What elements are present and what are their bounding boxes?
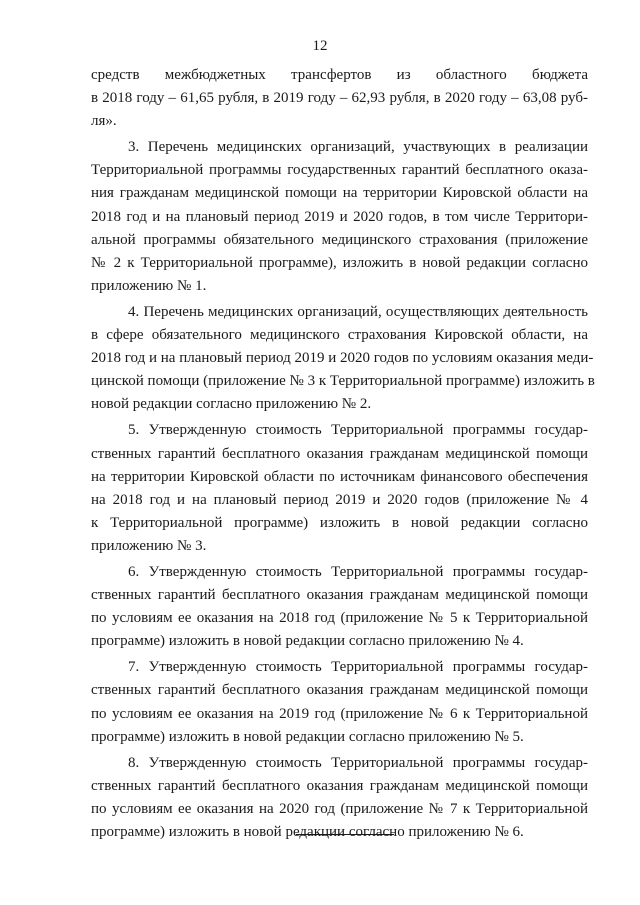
text-line: ля». xyxy=(91,113,117,130)
text-line: на 2018 год и на плановый период 2019 и 2020 годов (приложение № 4 xyxy=(91,491,588,508)
text-line: 6. Утвержденную стоимость Территориальной программы государ- xyxy=(128,563,588,580)
text-line: в сфере обязательного медицинского страхования Кировской области, на xyxy=(91,327,588,344)
text-line: новой редакции согласно приложению № 2. xyxy=(91,396,372,413)
paragraph-item-5 xyxy=(91,419,588,558)
text-line: программе) изложить в новой редакции согласно приложению № 4. xyxy=(91,633,524,650)
text-line: альной программы обязательного медицинского страхования (приложение xyxy=(91,231,588,248)
text-line: по условиям ее оказания на 2018 год (приложение № 5 к Территориальной xyxy=(91,610,588,627)
text-line: по условиям ее оказания на 2019 год (приложение № 6 к Территориальной xyxy=(91,705,588,722)
document-body xyxy=(91,64,595,844)
text-line: 5. Утвержденную стоимость Территориальной программы государ- xyxy=(128,422,588,439)
text-line: 3. Перечень медицинских организаций, участвующих в реализации xyxy=(128,139,588,156)
text-line: программе) изложить в новой редакции согласно приложению № 6. xyxy=(91,824,524,840)
text-line: средств межбюджетных трансфертов из областного бюджета xyxy=(91,67,588,83)
text-line: на территории Кировской области по источникам финансового обеспечения xyxy=(91,468,588,485)
page-number: 12 xyxy=(312,38,328,54)
paragraph-item-8 xyxy=(91,752,588,844)
text-line: № 2 к Территориальной программе), изложить в новой редакции согласно xyxy=(91,254,588,271)
text-line: Территориальной программы государственных гарантий бесплатного оказа- xyxy=(91,162,588,179)
text-line: приложению № 3. xyxy=(91,537,207,554)
closing-divider xyxy=(296,834,394,835)
text-line: 8. Утвержденную стоимость Территориальной программы государ- xyxy=(128,754,588,771)
paragraph-continuation xyxy=(91,64,588,133)
paragraph-item-3 xyxy=(91,136,588,298)
text-line: к Территориальной программе) изложить в новой редакции согласно xyxy=(91,514,588,531)
text-line: 4. Перечень медицинских организаций, осуществляющих деятельность xyxy=(128,303,588,320)
text-line: цинской помощи (приложение № 3 к Территориальной программе) изложить в xyxy=(91,373,595,390)
text-line: ственных гарантий бесплатного оказания гражданам медицинской помощи xyxy=(91,682,588,699)
text-line: 2018 год и на плановый период 2019 и 2020 годов, в том числе Территори- xyxy=(91,208,588,225)
text-line: ственных гарантий бесплатного оказания гражданам медицинской помощи xyxy=(91,445,588,462)
text-line: по условиям ее оказания на 2020 год (приложение № 7 к Территориальной xyxy=(91,800,588,817)
text-line: 7. Утвержденную стоимость Территориальной программы государ- xyxy=(128,659,588,676)
text-line: в 2018 году – 61,65 рубля, в 2019 году – 62,93 рубля, в 2020 году – 63,08 руб- xyxy=(91,90,588,107)
text-line: ственных гарантий бесплатного оказания гражданам медицинской помощи xyxy=(91,587,588,604)
paragraph-item-4 xyxy=(91,301,595,416)
text-line: программе) изложить в новой редакции согласно приложению № 5. xyxy=(91,728,524,745)
paragraph-item-7 xyxy=(91,656,588,748)
paragraph-item-6 xyxy=(91,561,588,653)
text-line: ния гражданам медицинской помощи на территории Кировской области на xyxy=(91,185,588,202)
text-line: приложению № 1. xyxy=(91,277,207,294)
text-line: ственных гарантий бесплатного оказания гражданам медицинской помощи xyxy=(91,777,588,794)
text-line: 2018 год и на плановый период 2019 и 2020 годов по условиям оказания меди- xyxy=(91,350,594,367)
